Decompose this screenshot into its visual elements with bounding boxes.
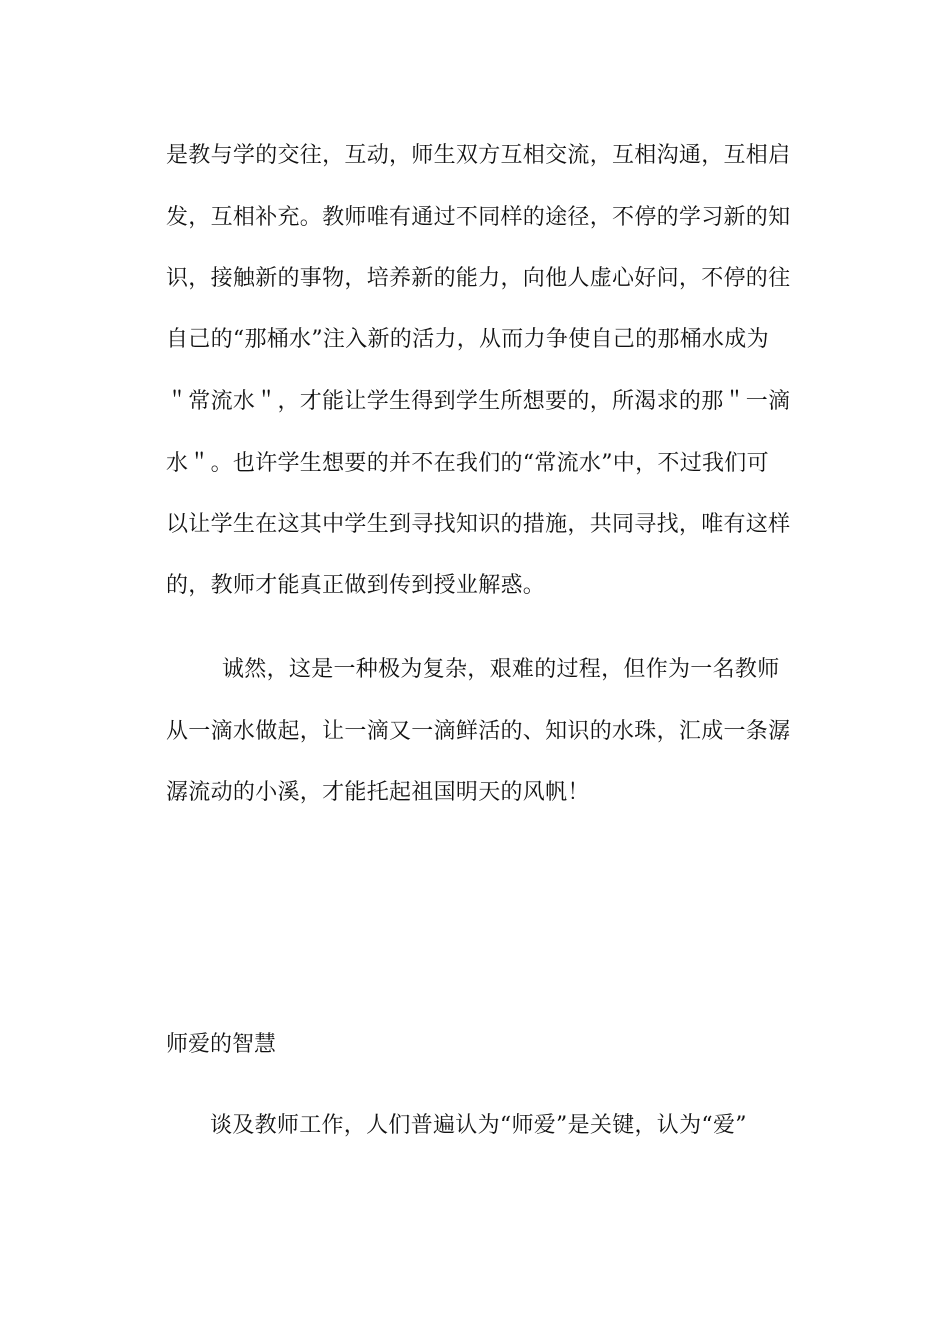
paragraph-1-line-1: 是教与学的交往，互动，师生双方互相交流，互相沟通，互相启 xyxy=(166,143,791,168)
paragraph-2-line-1: 诚然，这是一种极为复杂，艰难的过程，但作为一名教师 xyxy=(222,657,780,682)
paragraph-3-line-1: 谈及教师工作，人们普遍认为“师爱”是关键，认为“爱” xyxy=(210,1113,747,1138)
paragraph-1-line-3: 识，接触新的事物，培养新的能力，向他人虚心好问，不停的往 xyxy=(166,266,791,291)
paragraph-1-line-4: 自己的“那桶水”注入新的活力，从而力争使自己的那桶水成为 xyxy=(166,327,769,352)
paragraph-2-line-3: 潺流动的小溪，才能托起祖国明天的风帆！ xyxy=(166,780,590,805)
paragraph-1-line-5: ＂常流水＂，才能让学生得到学生所想要的，所渴求的那＂一滴 xyxy=(166,389,791,414)
paragraph-1-line-6: 水＂。也许学生想要的并不在我们的“常流水”中，不过我们可 xyxy=(166,451,769,476)
section-title: 师爱的智慧 xyxy=(166,1032,277,1057)
paragraph-1-line-7: 以让学生在这其中学生到寻找知识的措施，共同寻找，唯有这样 xyxy=(166,512,791,537)
paragraph-2-line-2: 从一滴水做起，让一滴又一滴鲜活的、知识的水珠，汇成一条潺 xyxy=(166,719,791,744)
paragraph-1-line-2: 发，互相补充。教师唯有通过不同样的途径，不停的学习新的知 xyxy=(166,205,791,230)
paragraph-1-line-8: 的，教师才能真正做到传到授业解惑。 xyxy=(166,573,546,598)
